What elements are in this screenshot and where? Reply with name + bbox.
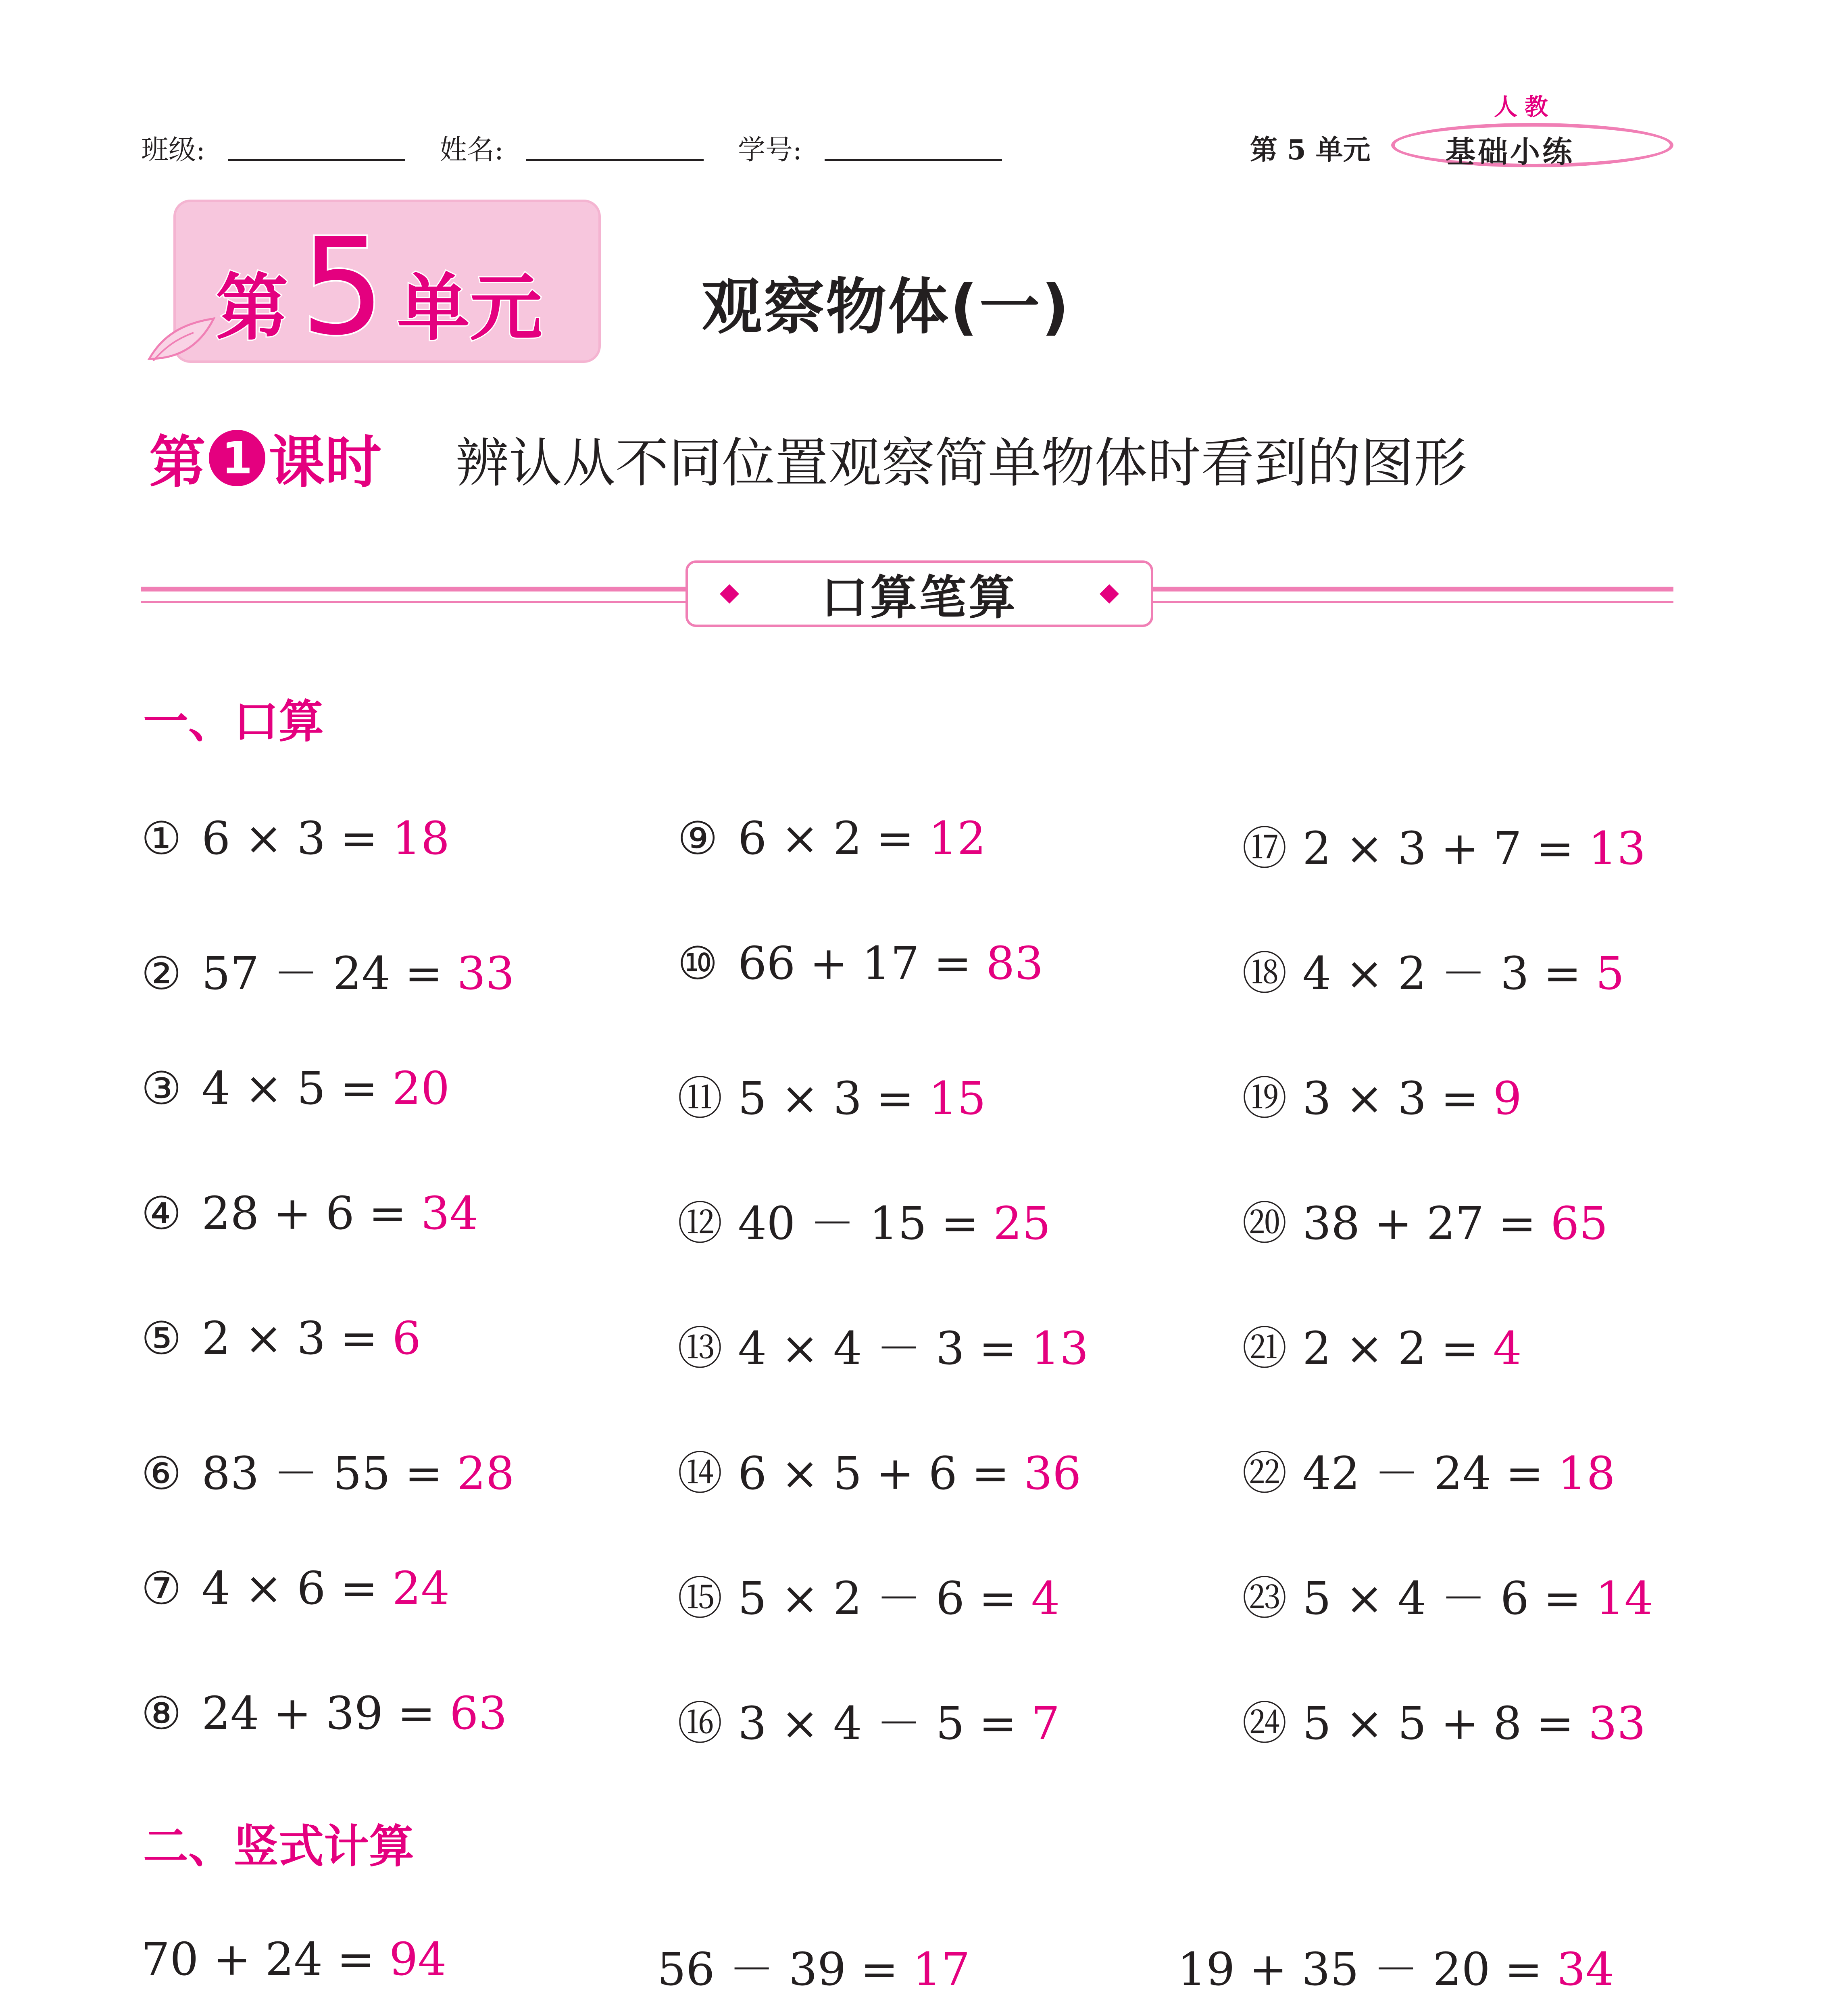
- number-label: 学号:: [738, 134, 802, 166]
- oral-problem: ⑨ 6 × 2 = 12: [677, 812, 986, 865]
- oral-problem: ② 57 － 24 = 33: [141, 948, 515, 1000]
- oral-problem: ⑧ 24 + 39 = 63: [141, 1687, 507, 1740]
- answer: 15: [928, 1073, 986, 1125]
- student-number-field[interactable]: [825, 159, 1002, 161]
- written-equation: 70 + 24 = 94: [141, 1933, 447, 1986]
- oral-problem: ㉒ 42 － 24 = 18: [1242, 1447, 1615, 1500]
- oral-problem: ⑱ 4 × 2 － 3 = 5: [1242, 948, 1625, 1000]
- lesson-number: 1: [209, 430, 265, 486]
- answer: 83: [986, 937, 1044, 990]
- oral-problem: ⑬ 4 × 4 － 3 = 13: [677, 1322, 1089, 1375]
- answer: 33: [457, 948, 515, 1000]
- leaf-decoration-icon: [141, 314, 222, 371]
- part2-title: 二、竖式计算: [143, 1820, 414, 1873]
- answer: 5: [1596, 948, 1625, 1000]
- name-field[interactable]: [526, 159, 704, 161]
- oral-problem: ㉑ 2 × 2 = 4: [1242, 1322, 1522, 1375]
- answer: 18: [392, 812, 450, 865]
- answer: 33: [1588, 1697, 1646, 1750]
- oral-problem: ⑲ 3 × 3 = 9: [1242, 1073, 1522, 1125]
- brand-name: 基础小练: [1446, 135, 1575, 169]
- lesson-prefix: 第: [149, 430, 206, 496]
- oral-problem: ⑮ 5 × 2 － 6 = 4: [677, 1572, 1060, 1625]
- oral-problem: ⑥ 83 － 55 = 28: [141, 1447, 515, 1500]
- class-label: 班级:: [141, 134, 205, 166]
- answer: 7: [1031, 1697, 1060, 1750]
- unit-number: 5: [300, 210, 385, 364]
- answer: 13: [1588, 823, 1646, 875]
- section-header: [685, 560, 1153, 627]
- answer: 6: [392, 1312, 421, 1365]
- lesson-tag: [149, 417, 381, 498]
- name-label: 姓名:: [440, 134, 504, 166]
- unit-suffix: 单元: [397, 266, 542, 350]
- oral-problem: ④ 28 + 6 = 34: [141, 1187, 479, 1240]
- oral-problem: ⑫ 40 － 15 = 25: [677, 1198, 1051, 1250]
- oral-problem: ㉓ 5 × 4 － 6 = 14: [1242, 1572, 1653, 1625]
- answer: 4: [1493, 1322, 1522, 1375]
- header-unit-label: 第 5 单元: [1250, 134, 1371, 166]
- part1-title: 一、口算: [143, 696, 324, 748]
- oral-problem: ⑪ 5 × 3 = 15: [677, 1073, 986, 1125]
- oral-problem: ⑰ 2 × 3 + 7 = 13: [1242, 823, 1646, 875]
- written-equation: 19 + 35 － 20 = 34: [1177, 1943, 1615, 1996]
- answer: 12: [928, 812, 986, 865]
- answer: 25: [993, 1198, 1051, 1250]
- section-title: 口算笔算: [821, 571, 1018, 625]
- answer: 28: [457, 1447, 515, 1500]
- answer: 34: [1556, 1943, 1615, 1996]
- answer: 63: [450, 1687, 507, 1740]
- unit-prefix: 第: [216, 266, 289, 350]
- oral-problem: ⑤ 2 × 3 = 6: [141, 1312, 421, 1365]
- answer: 94: [389, 1933, 447, 1986]
- answer: 13: [1031, 1322, 1089, 1375]
- answer: 34: [421, 1187, 479, 1240]
- diamond-icon: [1100, 584, 1119, 603]
- brand-publisher: 人教: [1494, 93, 1556, 121]
- oral-problem: ① 6 × 3 = 18: [141, 812, 450, 865]
- written-equation: 56 － 39 = 17: [657, 1943, 970, 1996]
- answer: 17: [913, 1943, 970, 1996]
- oral-problem: ⑩ 66 + 17 = 83: [677, 937, 1044, 990]
- answer: 14: [1596, 1572, 1653, 1625]
- answer: 18: [1558, 1447, 1615, 1500]
- oral-problem: ⑯ 3 × 4 － 5 = 7: [677, 1697, 1060, 1750]
- unit-heading: [216, 210, 542, 364]
- answer: 9: [1493, 1073, 1522, 1125]
- chapter-title: 观察物体(一): [702, 272, 1071, 342]
- answer: 36: [1023, 1447, 1081, 1500]
- oral-problem: ⑦ 4 × 6 = 24: [141, 1562, 450, 1615]
- oral-problem: ㉔ 5 × 5 + 8 = 33: [1242, 1697, 1646, 1750]
- answer: 24: [392, 1562, 450, 1615]
- answer: 4: [1031, 1572, 1060, 1625]
- lesson-title: 辨认从不同位置观察简单物体时看到的图形: [456, 432, 1467, 494]
- lesson-suffix: 课时: [269, 430, 382, 496]
- oral-problem: ⑭ 6 × 5 + 6 = 36: [677, 1447, 1081, 1500]
- class-field[interactable]: [228, 159, 405, 161]
- oral-problem: ③ 4 × 5 = 20: [141, 1062, 450, 1115]
- oral-problem: ⑳ 38 + 27 = 65: [1242, 1198, 1608, 1250]
- answer: 65: [1550, 1198, 1608, 1250]
- diamond-icon: [720, 584, 739, 603]
- answer: 20: [392, 1062, 450, 1115]
